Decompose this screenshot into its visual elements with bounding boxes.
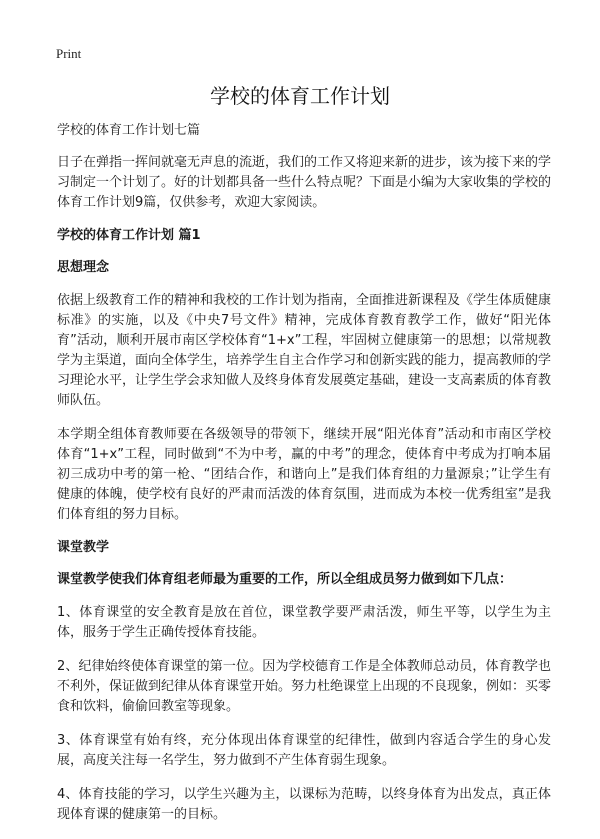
intro-paragraph: 日子在弹指一挥间就毫无声息的流逝，我们的工作又将迎来新的进步，该为接下来的学习制定一个计划了。好的计划都具备一些什么特点呢？下面是小编为大家收集的学校的体育工作计划9篇，仅供参考，欢迎大家阅读。 [57,155,552,210]
article-heading: 学校的体育工作计划 篇1 [57,228,201,243]
list-item: 3、体育课堂有始有终，充分体现出体育课堂的纪律性，做到内容适合学生的身心发展，高度关注每一名学生，努力做到不产生体育弱生现象。 [57,733,551,768]
section-heading-philosophy: 思想理念 [57,260,110,275]
list-item: 1、体育课堂的安全教育是放在首位，课堂教学要严肃活泼，师生平等，以学生为主体，服务于学生正确传授体育技能。 [57,605,551,640]
list-item: 4、体育技能的学习，以学生兴趣为主，以课标为范畴，以终身体育为出发点，真正体现体育课的健康第一的目标。 [57,787,551,822]
philosophy-paragraph-1: 依据上级教育工作的精神和我校的工作计划为指南，全面推进新课程及《学生体质健康标准》的实施，以及《中央7号文件》精神，完成体育教育教学工作，做好“阳光体育”活动，顺利开展市南区学校体育“1+x”工程，牢固树立健康第一的思想；以常规教学为主渠道，面向全体学生，培养学生自主合作学习和创新实践的能力，提高教师的学习理论水平，让学生学会求知做人及终身体育发展奠定基础，建设一支高素质的体育教师队伍。 [57,293,552,408]
classroom-lead: 课堂教学使我们体育组老师最为重要的工作，所以全组成员努力做到如下几点： [57,572,513,587]
section-heading-classroom: 课堂教学 [57,540,110,555]
print-link[interactable]: Print [56,46,82,61]
philosophy-paragraph-2: 本学期全组体育教师要在各级领导的带领下，继续开展“阳光体育”活动和市南区学校体育“1+x”工程，同时做到“不为中考，赢的中考”的理念，使体育中考成为打响本届初三成功中考的第一枪、“团结合作，和谐向上”是我们体育组的力量源泉；”让学生有健康的体魄，使学校有良好的严肃而活泼的体育氛围，进而成为本校一优秀组室”是我们体育组的努力目标。 [57,427,551,522]
article-body [57,122,551,839]
article-subtitle: 学校的体育工作计划七篇 [57,123,201,138]
list-item: 2、纪律始终使体育课堂的第一位。因为学校德育工作是全体教师总动员，体育教学也不利外，保证做到纪律从体育课堂开始。努力杜绝课堂上出现的不良现象，例如：买零食和饮料，偷偷回教室等现象。 [57,659,552,714]
page-title: 学校的体育工作计划 [210,84,390,108]
